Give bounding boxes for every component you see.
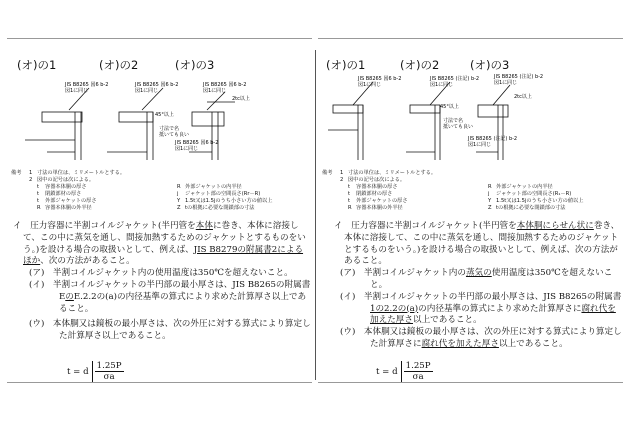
item-text: 以上であること。 <box>498 338 568 349</box>
right-page <box>318 38 623 383</box>
callout-4b: 図1に同じ <box>175 146 199 152</box>
note-sym: t <box>348 191 351 197</box>
para-text: に巻き、本体に溶接して、この中に蒸気を通し、間接加熱するためのジャケットとするものをいう。)を設ける場合の取扱いとして、例えば、 <box>23 221 306 255</box>
callout-2b: 図1に同じ <box>135 88 159 94</box>
note-sym: t <box>37 198 40 204</box>
callout-1b: 図1に同じ <box>358 82 382 88</box>
notes-head2-num: 2 <box>29 177 33 183</box>
note-text: tの根拠に必要な閉鎖部の寸法 <box>496 205 566 211</box>
dim-note-2: 抵いても良い <box>443 124 474 130</box>
notes-head-text: 寸法の単位は、ミリメートルとする。 <box>37 170 126 176</box>
item-a <box>340 268 622 292</box>
callout-2: JIS B8265 (注記) b-2 <box>430 76 480 82</box>
formula <box>376 361 433 382</box>
twotc-label: 2tc以上 <box>232 96 250 102</box>
figure-label-1: (オ)の1 <box>17 58 57 72</box>
item-text: E.2.2の(a)の内径基準の算式により求めた計算厚さ以上であること。 <box>59 291 307 314</box>
callout-1: JIS B8265 図6 b-2 <box>65 82 109 88</box>
item-c: (ウ) 本体胴又は鏡板の最小厚さは、次の外圧に対する算式により算定した計算厚さ以上であること。 <box>29 319 311 342</box>
para-text: 、次の方法があること。 <box>40 256 135 267</box>
item-underline: の <box>65 291 74 302</box>
note-text: 1.5t又は1.5jのうち小さい方の値以上 <box>496 198 584 204</box>
note-text: 閉鎖部材の厚さ <box>45 191 82 197</box>
notes-head2-text: 図中の記号は次による。 <box>37 177 95 183</box>
notes-head-num: 1 <box>29 170 33 176</box>
item-text: 使用温度は350℃を超えないこと。 <box>370 268 613 290</box>
para-underline: 本体 <box>195 221 213 231</box>
note-text: 閉鎖部材の厚さ <box>356 191 393 197</box>
notes-head2-num: 2 <box>340 177 344 183</box>
item-text: (ウ) 本体胴又は鏡板の最小厚さは、次の外圧に対する算式により算定した計算厚さに <box>340 327 622 349</box>
note-sym: R <box>177 184 181 190</box>
figure-label-3: (オ)の3 <box>175 58 215 72</box>
note-sym: R <box>37 205 41 211</box>
item-underline: 1の2.2の(a) <box>370 303 419 314</box>
callout-3b: 図1に同じ <box>494 80 518 86</box>
callout-2: JIS B8265 図6 b-2 <box>135 82 179 88</box>
figure-label-2: (オ)の2 <box>400 58 440 72</box>
note-sym: Z <box>488 205 492 211</box>
formula-denominator: σa <box>103 372 115 382</box>
body-text <box>11 221 311 343</box>
note-sym: Y <box>177 198 181 204</box>
notes-head-label: 備考 <box>322 170 333 176</box>
note-text: 容器本体胴の厚さ <box>45 184 87 190</box>
note-sym: j <box>488 191 490 197</box>
figure-label-2: (オ)の2 <box>99 58 139 72</box>
note-text: 外部ジャケットの内半径 <box>496 184 553 190</box>
note-text: 1.5t又は1.5jのうち小さい方の値以上 <box>185 198 273 204</box>
note-text: 容器本体胴の外半径 <box>45 205 92 211</box>
item-text: (イ) 半割コイルジャケットの半円部の最小厚さは、JIS B8265の附属書 <box>340 291 622 302</box>
para-text: 巻き、本体に溶接して、この中に蒸気を通し、間接加熱するためのジャケットとするものをいう。)を設ける場合の取扱いとして、例えば、次の方法があること。 <box>344 221 620 267</box>
notes-block <box>11 170 311 212</box>
notes-head2-text: 図中の記号は次による。 <box>348 177 406 183</box>
note-sym: t <box>37 184 40 190</box>
para-underline: JIS B8279の附属書2によるほか <box>23 244 304 267</box>
formula-numerator: 1.25P <box>405 361 431 371</box>
note-text: 外部ジャケットの厚さ <box>45 198 97 204</box>
note-text: 容器本体胴の外半径 <box>356 205 403 211</box>
figure-label-1: (オ)の1 <box>326 58 366 72</box>
para-underline: 本体胴にらせん状に <box>516 221 594 231</box>
callout-2b: 図1に同じ <box>430 82 454 88</box>
callout-1b: 図1に同じ <box>65 88 89 94</box>
dim-note-1: 寸法で名 <box>443 118 464 124</box>
note-sym: t <box>348 198 351 204</box>
item-b <box>29 280 311 315</box>
paragraph-i <box>13 221 311 268</box>
body-text <box>322 221 622 351</box>
note-sym: t <box>348 184 351 190</box>
formula-numerator: 1.25P <box>96 361 122 371</box>
notes-block <box>322 170 622 212</box>
note-sym: R <box>348 205 352 211</box>
item-a: (ア) 半割コイルジャケット内の使用温度は350℃を超えないこと。 <box>29 268 293 279</box>
note-text: 外部ジャケットの内半径 <box>185 184 242 190</box>
formula-fraction <box>401 361 433 382</box>
formula-fraction <box>92 361 124 382</box>
callout-3b: 図1に同じ <box>203 88 227 94</box>
item-text: (イ) 半割コイルジャケットの半円部の最小厚さは、JIS B8265の附属書E <box>29 279 311 302</box>
item-text: 以上であること。 <box>412 315 482 326</box>
angle-label: 45°以上 <box>155 112 174 118</box>
page-divider <box>315 50 316 380</box>
item-underline: 腐れ代を加えた厚さ <box>370 303 616 326</box>
note-text: 外部ジャケットの厚さ <box>356 198 408 204</box>
item-text: (ア) 半割コイルジャケット内の <box>340 268 466 279</box>
callout-4: JIS B8265 (注記) b-2 <box>468 136 518 142</box>
twotc-label: 2tc以上 <box>514 94 532 100</box>
note-sym: R <box>488 184 492 190</box>
formula <box>67 361 124 382</box>
figure-label-3: (オ)の3 <box>470 58 510 72</box>
dim-note-1: 寸法で名 <box>159 126 180 132</box>
note-sym: j <box>177 191 179 197</box>
notes-head2-label <box>322 177 340 184</box>
callout-4: JIS B8265 図6 b-2 <box>175 140 219 146</box>
angle-label: 45°以上 <box>440 104 459 110</box>
callout-4b: 図1に同じ <box>468 142 492 148</box>
dim-note-2: 抵いても良い <box>159 132 190 138</box>
item-underline: 蒸気の <box>465 268 492 279</box>
para-text: イ 圧力容器に半割コイルジャケット(半円管を <box>13 221 196 231</box>
notes-head-label: 備考 <box>11 170 22 176</box>
note-sym: Y <box>488 198 492 204</box>
formula-denominator: σa <box>412 372 424 382</box>
item-underline: 腐れ代を加えた厚さ <box>421 338 499 349</box>
item-text: の内径基準の算式により求めた計算厚さに <box>418 303 582 314</box>
notes-head2-label <box>11 177 29 184</box>
paragraph-i <box>334 221 622 268</box>
callout-3: JIS B8265 (注記) b-2 <box>494 74 544 80</box>
note-text: tの根拠に必要な閉鎖部の寸法 <box>185 205 255 211</box>
jacket-diagram <box>7 60 312 170</box>
left-page <box>7 38 312 383</box>
note-text: 容器本体胴の厚さ <box>356 184 398 190</box>
formula-lhs: t = d <box>376 366 398 377</box>
formula-lhs: t = d <box>67 366 89 377</box>
note-text: ジャケット部の空間長さ(R₁－R) <box>496 191 572 197</box>
item-b <box>340 292 622 327</box>
notes-head-text: 寸法の単位は、ミリメートルとする。 <box>348 170 437 176</box>
note-sym: Z <box>177 205 181 211</box>
note-text: ジャケット部の空間長さ(Rr－R) <box>185 191 261 197</box>
jacket-diagram <box>318 60 623 170</box>
callout-1: JIS B8265 図6 b-2 <box>358 76 402 82</box>
item-c <box>340 327 622 351</box>
notes-head-num: 1 <box>340 170 344 176</box>
para-text: イ 圧力容器に半割コイルジャケット(半円管を <box>334 221 517 231</box>
callout-3: JIS B8265 図6 b-2 <box>203 82 247 88</box>
note-sym: t <box>37 191 40 197</box>
